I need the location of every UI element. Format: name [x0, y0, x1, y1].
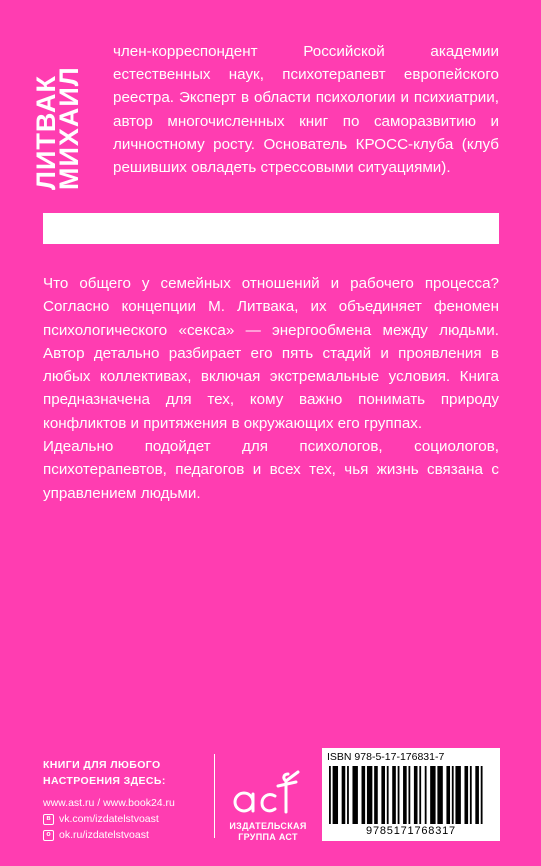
footer-links	[43, 757, 208, 843]
barcode-bar	[464, 766, 468, 824]
author-bio: член-корреспондент Российской академии естественных наук, психотерапевт европейского реестра. Эксперт в области психологии и психиатрии, автор многочисленных книг по саморазвитию и личностному росту. Основатель КРОСС-клуба (клуб решивших овладеть стрессовыми ситуациями).	[113, 43, 499, 177]
vk-link-row[interactable]	[43, 811, 208, 827]
footer-heading-line-2: НАСТРОЕНИЯ ЗДЕСЬ:	[43, 775, 166, 787]
vk-link[interactable]: vk.com/izdatelstvoast	[59, 813, 159, 825]
barcode-bar	[414, 766, 418, 824]
barcode-bars	[327, 766, 495, 826]
barcode-bar	[403, 766, 407, 824]
author-last-name: ЛИТВАК	[31, 75, 61, 190]
barcode-bar	[392, 766, 396, 824]
author-name-vertical	[31, 40, 84, 190]
barcode-bar	[329, 766, 331, 824]
barcode-bar	[481, 766, 483, 824]
publisher-caption-line-2: ГРУППА АСТ	[238, 832, 298, 842]
barcode-bar	[455, 766, 460, 824]
barcode-bar	[342, 766, 346, 824]
ok-icon: о	[43, 830, 54, 841]
footer-heading-line-1: КНИГИ ДЛЯ ЛЮБОГО	[43, 759, 161, 771]
ok-link-row[interactable]	[43, 827, 208, 843]
ok-link[interactable]: ok.ru/izdatelstvoast	[59, 829, 149, 841]
barcode-bar	[352, 766, 357, 824]
book-annotation	[43, 272, 499, 505]
footer-divider	[214, 754, 215, 838]
publisher-caption-line-1: ИЗДАТЕЛЬСКАЯ	[229, 821, 307, 831]
barcode-bar	[362, 766, 366, 824]
websites-link[interactable]: www.ast.ru / www.book24.ru	[43, 797, 175, 809]
barcode-bar	[333, 766, 338, 824]
barcode-bar	[452, 766, 454, 824]
barcode-bar	[374, 766, 378, 824]
barcode-bar	[425, 766, 427, 824]
barcode-bar	[387, 766, 389, 824]
barcode-bar	[437, 766, 442, 824]
barcode-bar	[475, 766, 479, 824]
author-first-name: МИХАИЛ	[54, 66, 84, 190]
barcode-bar	[470, 766, 472, 824]
barcode-digits: 9785171768317	[366, 825, 456, 837]
barcode-bar	[347, 766, 349, 824]
barcode-bar	[430, 766, 435, 824]
white-divider-bar	[43, 213, 499, 244]
barcode-bar	[367, 766, 372, 824]
barcode-bar	[408, 766, 410, 824]
annotation-paragraph-1: Что общего у семейных отношений и рабочего процесса? Согласно концепции М. Литвака, их объединяет феномен психологического «секса» — энергообмена между людьми. Автор детально разбирает его пять стадий и проявления в любых коллективах, включая экстремальные условия. Книга предназначена для тех, кому важно понимать природу конфликтов и притяжения в окружающих его группах.	[43, 275, 499, 432]
publisher-caption	[222, 821, 314, 843]
barcode-bar	[419, 766, 421, 824]
vk-icon: в	[43, 814, 54, 825]
barcode-bar	[446, 766, 450, 824]
annotation-paragraph-2: Идеально подойдет для психологов, социологов, психотерапевтов, педагогов и всех тех, чья жизнь связана с управлением людьми.	[43, 438, 499, 502]
isbn-number: ISBN 978-5-17-176831-7	[327, 751, 445, 763]
barcode-bar	[381, 766, 385, 824]
barcode-bar	[398, 766, 400, 824]
isbn-barcode	[322, 748, 500, 841]
